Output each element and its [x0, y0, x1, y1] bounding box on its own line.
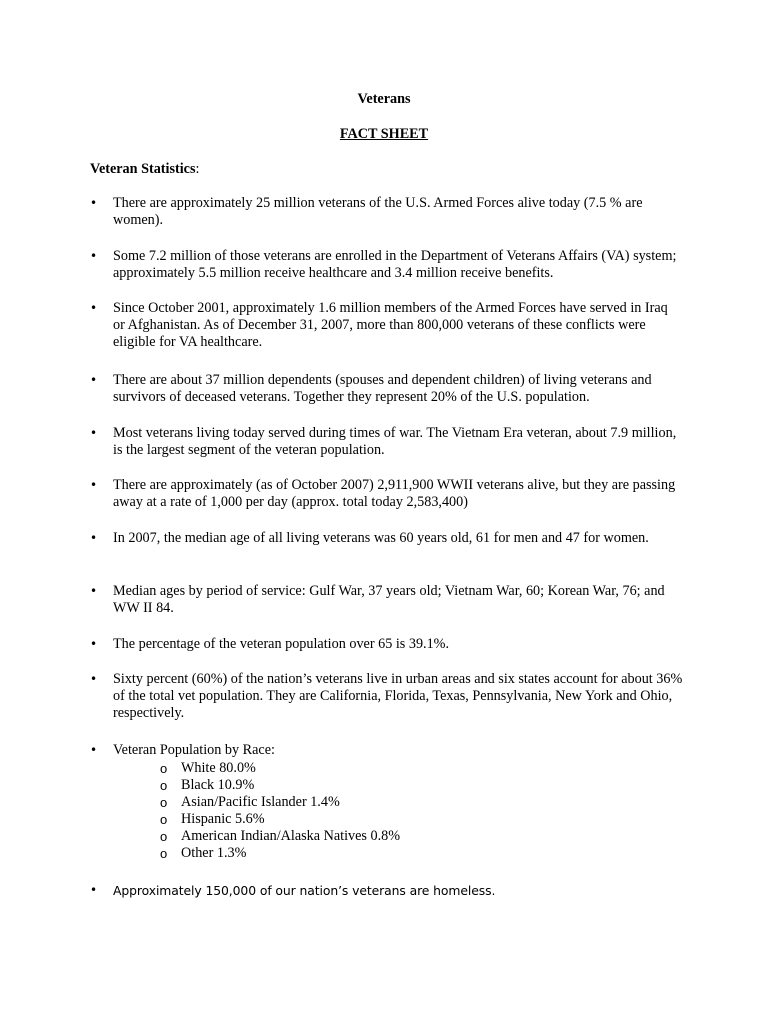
bullet-icon: • — [90, 531, 98, 545]
section-label — [90, 161, 199, 178]
list-item-text: Some 7.2 million of those veterans are enrolled in the Department of Veterans Affairs (VA) system; approximately 5.5 million receive healthcare and 3.4 million receive benefits. — [113, 248, 677, 281]
sublist-item-text: American Indian/Alaska Natives 0.8% — [181, 828, 401, 844]
sublist-item-text: White 80.0% — [181, 760, 256, 776]
list-item-text: There are about 37 million dependents (spouses and dependent children) of living veterans and survivors of deceased veterans. Together they represent 20% of the U.S. population. — [113, 372, 652, 405]
document-subtitle: FACT SHEET — [339, 126, 429, 142]
bullet-icon: • — [90, 249, 98, 263]
list-item-text: Veteran Population by Race: — [113, 742, 275, 758]
list-item-text: In 2007, the median age of all living veterans was 60 years old, 61 for men and 47 for women. — [113, 530, 649, 546]
sublist-item-text: Asian/Pacific Islander 1.4% — [181, 794, 340, 810]
circle-bullet-icon: o — [160, 778, 168, 793]
bullet-icon: • — [90, 672, 98, 686]
list-item-text: Median ages by period of service: Gulf War, 37 years old; Vietnam War, 60; Korean War, 76; and WW II 84. — [113, 583, 665, 616]
circle-bullet-icon: o — [160, 795, 168, 810]
sublist-item-text: Black 10.9% — [181, 777, 255, 793]
list-item-text: There are approximately (as of October 2007) 2,911,900 WWII veterans alive, but they are passing away at a rate of 1,000 per day (approx. total today 2,583,400) — [113, 477, 676, 510]
list-item-text: Most veterans living today served during times of war. The Vietnam Era veteran, about 7.9 million, is the largest segment of the veteran population. — [113, 425, 677, 458]
sublist-item-text: Other 1.3% — [181, 845, 247, 861]
sublist-item-text: Hispanic 5.6% — [181, 811, 265, 827]
circle-bullet-icon: o — [160, 829, 168, 844]
circle-bullet-icon: o — [160, 812, 168, 827]
bullet-icon: • — [90, 637, 98, 651]
bullet-icon: • — [90, 426, 98, 440]
circle-bullet-icon: o — [160, 761, 168, 776]
list-item-text: Approximately 150,000 of our nation’s veterans are homeless. — [113, 883, 496, 898]
list-item-text: The percentage of the veteran population over 65 is 39.1%. — [113, 636, 450, 652]
bullet-icon: • — [90, 584, 98, 598]
list-item-text: Sixty percent (60%) of the nation’s veterans live in urban areas and six states account for about 36% of the total vet population. They are California, Florida, Texas, Pennsylvania, New York and Ohio, respectively. — [113, 671, 683, 721]
bullet-icon: • — [90, 301, 98, 315]
section-label-colon: : — [195, 161, 200, 177]
document-title: Veterans — [357, 91, 411, 107]
bullet-icon: • — [90, 743, 98, 757]
list-item-text: Since October 2001, approximately 1.6 million members of the Armed Forces have served in Iraq or Afghanistan. As of December 31, 2007, more than 800,000 veterans of these conflicts were eligible for VA healthcare. — [113, 300, 668, 350]
bullet-icon: • — [90, 373, 98, 387]
circle-bullet-icon: o — [160, 846, 168, 861]
list-item-text: There are approximately 25 million veterans of the U.S. Armed Forces alive today (7.5 % are women). — [113, 195, 643, 228]
bullet-icon: • — [90, 196, 98, 210]
bullet-icon: • — [90, 883, 98, 897]
section-label-text: Veteran Statistics — [90, 161, 196, 177]
bullet-icon: • — [90, 478, 98, 492]
